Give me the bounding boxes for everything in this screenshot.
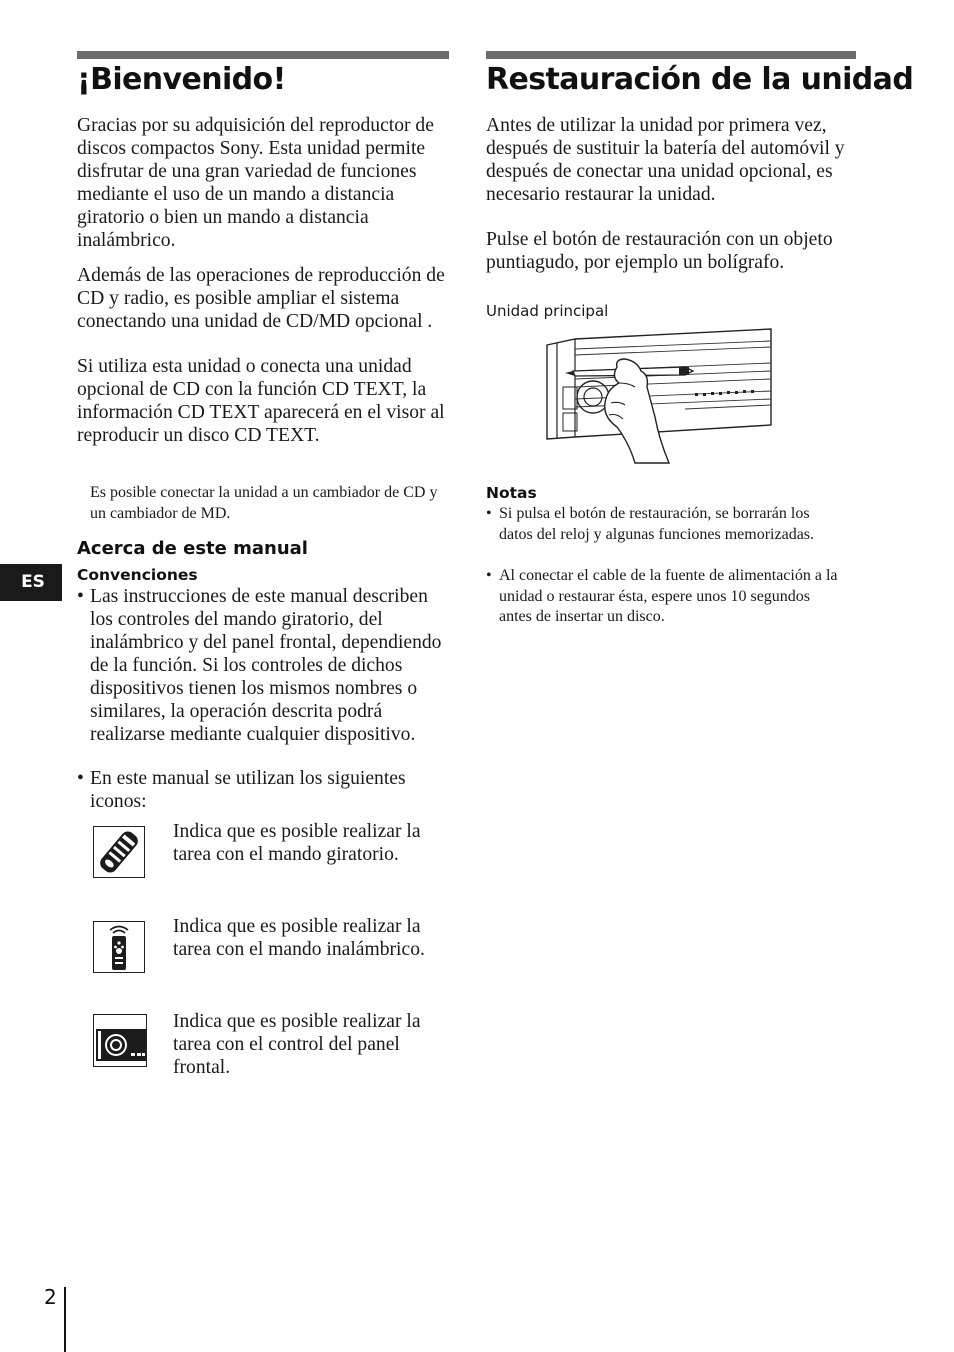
manual-heading: Acerca de este manual	[77, 538, 308, 559]
reset-intro-paragraph: Antes de utilizar la unidad por primera vez, después de sustituir la batería del automóvil y después de conectar una unidad opcional, es necesario restaurar la unidad.	[486, 115, 845, 205]
page-number: 2	[44, 1285, 57, 1309]
reset-instruction-paragraph: Pulse el botón de restauración con un objeto puntiagudo, por ejemplo un bolígrafo.	[486, 229, 833, 273]
bullet-dot: •	[486, 505, 492, 522]
bullet-dot: •	[486, 567, 492, 584]
front-panel-description: Indica que es posible realizar la tarea con el control del panel frontal.	[173, 1011, 421, 1078]
page-number-divider	[64, 1287, 66, 1352]
bullet-dot: •	[77, 768, 84, 789]
changer-footnote: Es posible conectar la unidad a un cambiador de CD y un cambiador de MD.	[90, 484, 438, 522]
note-text: Si pulsa el botón de restauración, se borrarán los datos del reloj y algunas funciones memorizadas.	[499, 505, 815, 543]
reset-illustration	[545, 327, 775, 465]
wireless-remote-description: Indica que es posible realizar la tarea con el mando inalámbrico.	[173, 916, 425, 960]
note-text: Al conectar el cable de la fuente de alimentación a la unidad o restaurar ésta, espere unos 10 segundos antes de insertar un disco.	[499, 567, 838, 625]
cd-radio-paragraph: Además de las operaciones de reproducción de CD y radio, es posible ampliar el sistema conectando una unidad de CD/MD opcional .	[77, 265, 445, 332]
rotary-commander-icon	[93, 826, 145, 878]
page-title-reset: Restauración de la unidad	[486, 62, 914, 97]
rotary-commander-description: Indica que es posible realizar la tarea con el mando giratorio.	[173, 821, 421, 865]
language-tab: ES	[0, 564, 62, 601]
title-rule-right	[486, 51, 856, 59]
bullet-dot: •	[77, 586, 84, 607]
note-item-reset	[486, 504, 846, 545]
note-item-power	[486, 566, 846, 628]
conventions-heading: Convenciones	[77, 566, 198, 584]
intro-paragraph: Gracias por su adquisición del reproductor de discos compactos Sony. Esta unidad permite disfrutar de una gran variedad de funciones mediante el uso de un mando a distancia giratorio o bien un mando a distancia inalámbrico.	[77, 115, 434, 251]
cd-text-paragraph: Si utiliza esta unidad o conecta una unidad opcional de CD con la función CD TEXT, la información CD TEXT aparecerá en el visor al reproducir un disco CD TEXT.	[77, 356, 445, 446]
bullet-item-icons	[77, 767, 449, 813]
figure-caption: Unidad principal	[486, 302, 609, 320]
notes-heading: Notas	[486, 484, 537, 502]
bullet-text: En este manual se utilizan los siguientes iconos:	[90, 768, 406, 812]
page-title-welcome: ¡Bienvenido!	[77, 62, 286, 97]
wireless-remote-icon	[93, 921, 145, 973]
front-panel-icon	[93, 1014, 147, 1067]
title-rule-left	[77, 51, 449, 59]
bullet-item-controls	[77, 585, 449, 746]
bullet-text: Las instrucciones de este manual describen los controles del mando giratorio, del inalámbrico y del panel frontal, dependiendo de la función. Si los controles de dichos dispositivos tienen los mismos nombres o similares, la operación descrita podrá realizarse mediante cualquier dispositivo.	[90, 586, 442, 745]
